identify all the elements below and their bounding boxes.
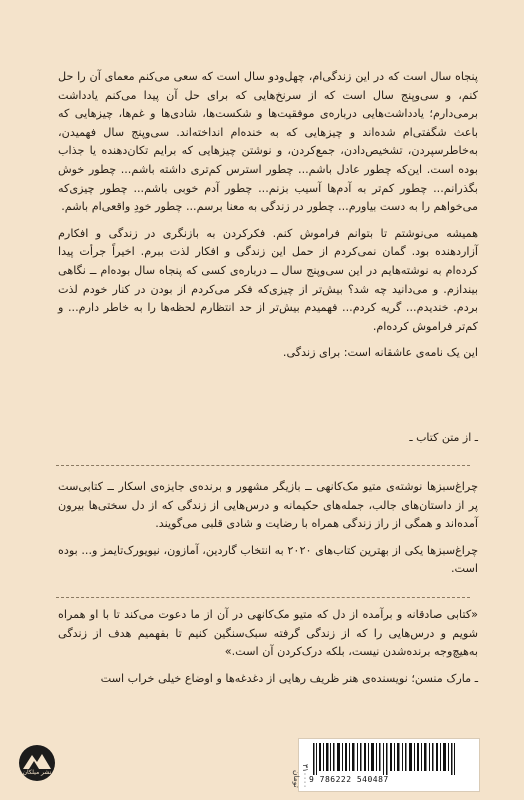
excerpt-source: ـ از متن کتاب ـ xyxy=(409,431,478,444)
excerpt-paragraph-2: همیشه می‌نوشتم تا بتوانم فراموش کنم. فکرکردن به بازنگری در زندگی و افکارم آزاردهنده بود. گمان نمی‌کردم از حمل این زندگی و افکار لذت ببرم. اخیراً جرأت پیدا کرده‌ام به نوشته‌هایم در این سی‌وپنج سال ــ درباره‌ی کسی که پنجاه سال بوده‌ام ــ نگاهی بیندازم. و می‌دانید چه شد؟ بیش‌تر از چیزی‌که فکر می‌کردم از بودن در کنار خودم لذت بردم. خندیدم... گریه کردم... فهمیدم بیش‌تر از حد انتظارم لحظه‌ها را به خاطر دارم... و کم‌تر فراموش کرده‌ام. xyxy=(58,226,478,333)
isbn-barcode xyxy=(292,738,480,792)
publisher-logo xyxy=(19,745,55,781)
book-description xyxy=(58,478,478,587)
description-paragraph-2: چراغ‌سبزها یکی از بهترین کتاب‌های ۲۰۲۰ به انتخاب گاردین، آمازون، نیویورک‌تایمز و... بوده است. xyxy=(58,543,478,576)
review-quote xyxy=(58,606,478,696)
price-label: ۳۱۰۰۰۰ تومان xyxy=(292,763,310,788)
book-excerpt xyxy=(58,68,478,371)
publisher-name: نشر میلکان xyxy=(22,769,52,776)
excerpt-paragraph-1: پنجاه سال است که در این زندگی‌ام، چهل‌ودو سال است که سعی می‌کنم معمای آن را حل کنم، و سی‌وپنج سال است که از سرنخ‌هایی که برای حل آن پیدا می‌کنم یادداشت برمی‌دارم؛ یادداشت‌هایی درباره‌ی موفقیت‌ها و شکست‌ها، شادی‌ها و غم‌ها، چیزهایی که باعث شگفتی‌ام شده‌اند و چیزهایی که به خنده‌ام انداخته‌اند. سی‌وپنج سال فهمیدن، به‌خاطرسپردن، تشخیص‌دادن، جمع‌کردن، و نوشتن چیزهایی که برایم تکان‌دهنده یا جذاب بوده است. این‌که چطور عادل باشم... چطور استرس کم‌تری داشته باشم... چطور خوش بگذرانم... چطور کم‌تر به آدم‌ها آسیب بزنم... چطور آدم خوبی باشم... چطور چیزی‌که می‌خواهم را به دست بیاورم... چطور در زندگی به معنا برسم... چطور خودِ واقعی‌ام باشم. xyxy=(58,70,478,214)
quote-author: ـ مارک منسن؛ نویسنده‌ی هنر ظریف رهایی از دغدغه‌ها و اوضاع خیلی خراب است xyxy=(100,671,478,685)
excerpt-paragraph-3: این یک نامه‌ی عاشقانه است: برای زندگی. xyxy=(282,346,478,360)
description-paragraph-1: چراغ‌سبزها نوشته‌ی متیو مک‌کانهی ــ بازیگر مشهور و برنده‌ی جایزه‌ی اسکار ــ کتابی‌ست پر از داستان‌های جالب، جمله‌های حکیمانه و درس‌هایی از زندگی که از دل سختی‌ها بیرون آمده‌اند و همگی از راز زندگی همراه با رضایت و شادی قلبی می‌گویند. xyxy=(58,480,478,531)
divider-top xyxy=(56,465,470,466)
quote-text: «کتابی صادقانه و برآمده از دل که متیو مک‌کانهی در آن از ما دعوت می‌کند تا با او همراه شویم و درس‌هایی را که از زندگی گرفته سبک‌سنگین کنیم تا بفهمیم هدف از زندگی به‌هیچ‌وجه برنده‌شدن نیست، بلکه درک‌کردن آن است.» xyxy=(58,608,478,659)
barcode-icon xyxy=(313,743,463,775)
isbn-number: 9 786222 540487 xyxy=(309,775,389,784)
divider-bottom xyxy=(56,597,470,598)
